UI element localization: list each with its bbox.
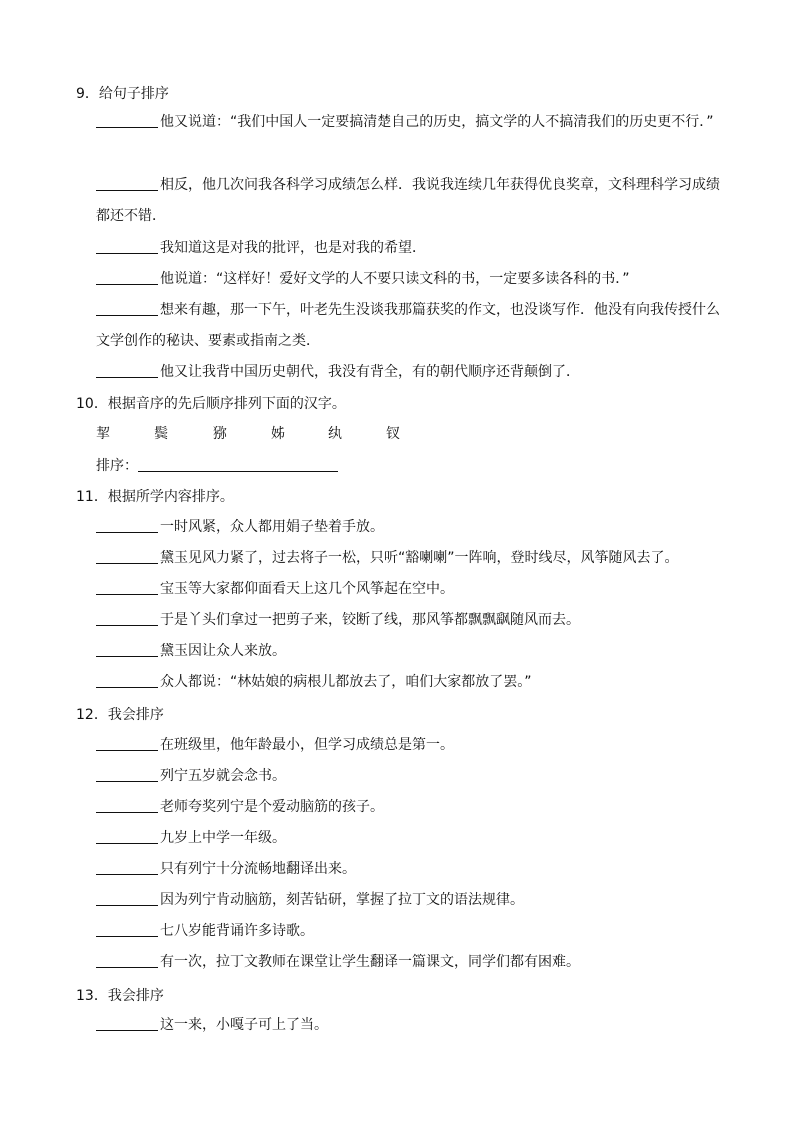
answer-blank[interactable]	[96, 642, 158, 657]
question-13-title: 13．我会排序	[76, 988, 164, 1004]
q9-item-1: 他又说道：“我们中国人一定要搞清楚自己的历史，搞文学的人不搞清我们的历史更不行．”	[96, 107, 728, 138]
answer-blank[interactable]	[96, 891, 158, 906]
answer-blank[interactable]	[96, 270, 158, 285]
q11-item-5: 黛玉因让众人来放。	[96, 636, 728, 667]
q12-item-1: 在班级里，他年龄最小，但学习成绩总是第一。	[96, 730, 728, 761]
answer-blank[interactable]	[96, 363, 158, 378]
q12-item-7: 七八岁能背诵许多诗歌。	[96, 916, 728, 947]
answer-blank[interactable]	[96, 611, 158, 626]
char-item: 鬓	[154, 426, 168, 442]
char-item: 挈	[96, 426, 110, 442]
answer-blank[interactable]	[96, 860, 158, 875]
q11-item-6: 众人都说：“林姑娘的病根儿都放去了，咱们大家都放了罢。”	[96, 667, 728, 698]
answer-blank[interactable]	[96, 736, 158, 751]
question-9-title: 9．给句子排序	[76, 86, 169, 102]
answer-blank[interactable]	[96, 301, 158, 316]
q9-item-3: 我知道这是对我的批评，也是对我的希望．	[96, 233, 728, 264]
char-item: 猕	[213, 426, 227, 442]
q9-item-4: 他说道：“这样好！爱好文学的人不要只读文科的书，一定要多读各科的书．”	[96, 264, 728, 295]
q11-item-3: 宝玉等大家都仰面看天上这几个风筝起在空中。	[96, 574, 728, 605]
answer-blank[interactable]	[138, 457, 338, 472]
char-item: 纨	[328, 426, 342, 442]
q12-item-2: 列宁五岁就会念书。	[96, 761, 728, 792]
answer-blank[interactable]	[96, 580, 158, 595]
q11-item-1: 一时风紧，众人都用娟子垫着手放。	[96, 512, 728, 543]
q12-item-4: 九岁上中学一年级。	[96, 823, 728, 854]
answer-blank[interactable]	[96, 113, 158, 128]
q12-item-5: 只有列宁十分流畅地翻译出来。	[96, 854, 728, 885]
q9-item-2: 相反，他几次问我各科学习成绩怎么样．我说我连续几年获得优良奖章，文科理科学习成绩都还不错．	[96, 177, 720, 224]
answer-blank[interactable]	[96, 239, 158, 254]
q11-item-4: 于是丫头们拿过一把剪子来，铰断了线，那风筝都飘飘飖随风而去。	[96, 605, 728, 636]
q9-item-6: 他又让我背中国历史朝代，我没有背全，有的朝代顺序还背颠倒了．	[96, 357, 728, 388]
answer-label: 排序：	[96, 458, 138, 474]
q11-item-2: 黛玉见风力紧了，过去将子一松，只听“豁喇喇”一阵响，登时线尽，风筝随风去了。	[96, 543, 728, 574]
q12-item-3: 老师夸奖列宁是个爱动脑筋的孩子。	[96, 792, 728, 823]
answer-blank[interactable]	[96, 1016, 158, 1031]
q12-item-8: 有一次，拉丁文教师在课堂让学生翻译一篇课文，同学们都有困难。	[96, 947, 728, 978]
answer-blank[interactable]	[96, 673, 158, 688]
question-11-title: 11．根据所学内容排序。	[76, 489, 234, 505]
answer-blank[interactable]	[96, 518, 158, 533]
question-10-title: 10．根据音序的先后顺序排列下面的汉字。	[76, 396, 346, 412]
answer-blank[interactable]	[96, 767, 158, 782]
answer-blank[interactable]	[96, 549, 158, 564]
char-item: 姊	[271, 426, 285, 442]
answer-blank[interactable]	[96, 829, 158, 844]
q13-item-1: 这一来，小嘎子可上了当。	[96, 1010, 728, 1041]
q10-answer-row	[96, 456, 338, 476]
char-item: 钗	[386, 426, 400, 442]
answer-blank[interactable]	[96, 953, 158, 968]
answer-blank[interactable]	[96, 922, 158, 937]
q12-item-6: 因为列宁肯动脑筋，刻苦钻研，掌握了拉丁文的语法规律。	[96, 885, 728, 916]
q9-item-5: 想来有趣，那一下午，叶老先生没谈我那篇获奖的作文，也没谈写作．他没有向我传授什么文学创作的秘诀、要素或指南之类．	[96, 302, 720, 349]
answer-blank[interactable]	[96, 176, 158, 191]
answer-blank[interactable]	[96, 798, 158, 813]
question-12-title: 12．我会排序	[76, 707, 164, 723]
